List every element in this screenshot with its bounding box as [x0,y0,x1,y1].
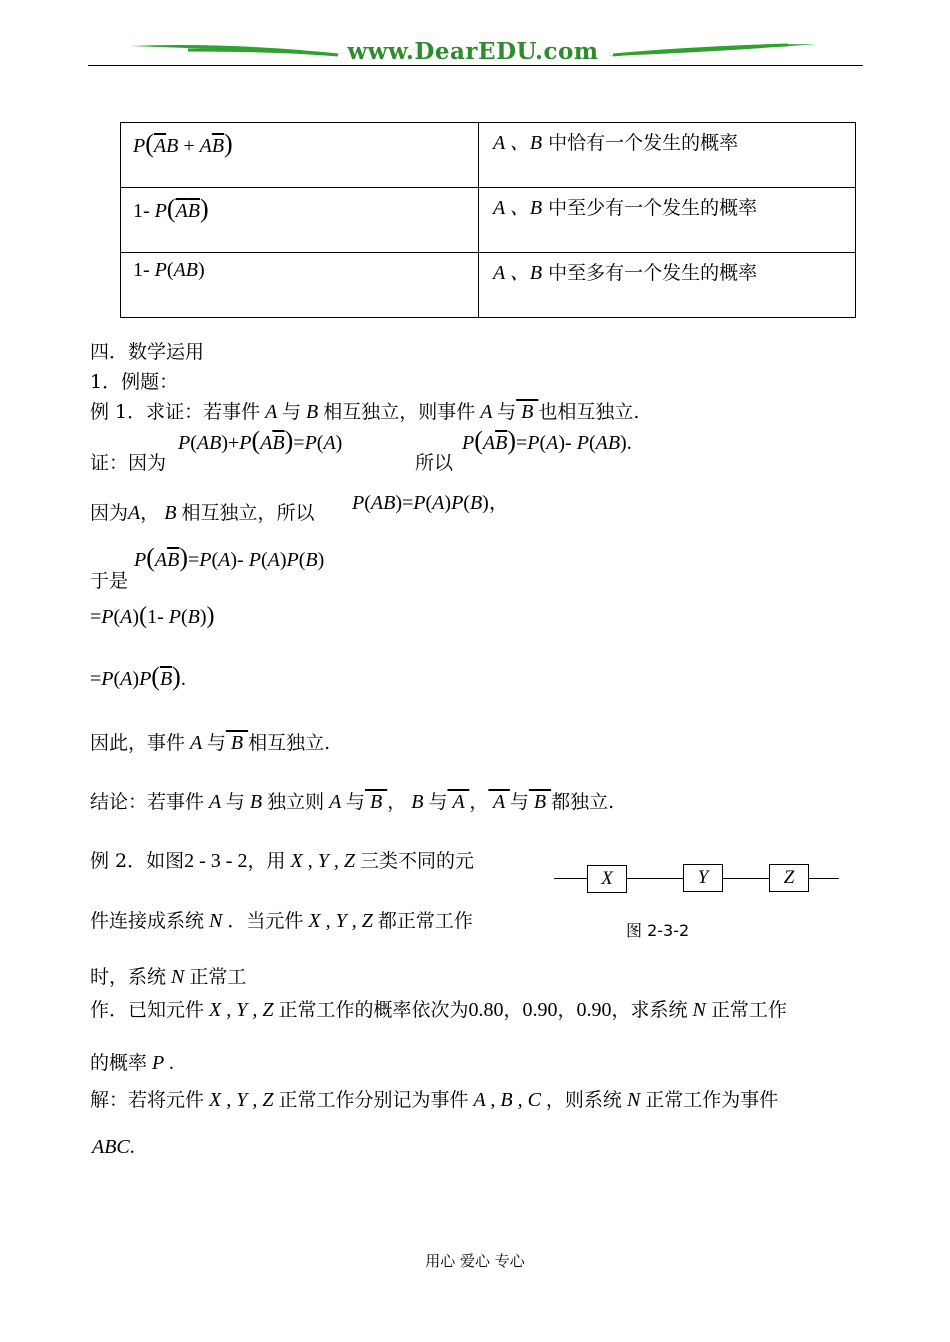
proof-therefore-label: 于是 [90,570,129,592]
proof-line-2: 因为A， B 相互独立，所以 [90,502,315,524]
figure-caption: 图 2-3-2 [626,921,690,940]
section-title: 四．数学运用 [90,341,205,363]
wire [627,878,683,879]
header-rule [88,65,863,66]
header-logo [128,38,818,68]
formula-2: $P(A\overline{B})=P(A)-$ P(AB). [462,426,632,455]
example-2-line-4: 作．已知元件 X , Y , Z 正常工作的概率依次为0.80，0.90，0.90，求系统 N 正常工作 [90,999,787,1021]
proof-because-label: 证：因为 [90,452,167,474]
wire [723,878,769,879]
event-ab: A 、B [493,197,543,219]
proof-so-label: 所以 [415,452,454,474]
component-x-box: X [587,865,627,893]
table-row [121,253,856,318]
desc-text: 中恰有一个发生的概率 [548,132,739,154]
example-2-line-5: 的概率 P . [90,1052,174,1074]
footer-text: 用心 爱心 专心 [425,1252,525,1270]
solution-event: ABC. [92,1136,135,1158]
event-ab: A 、B [493,262,543,284]
solution-line: 解：若将元件 X , Y , Z 正常工作分别记为事件 A , B , C ，则系统 N 正常工作为事件 [90,1089,779,1111]
header-site-name: www.DearEDU.com [347,38,599,65]
desc-text: 中至多有一个发生的概率 [548,262,758,284]
formula-1: $P(AB)+P(A\overline{B})=P(A)$ [178,426,343,455]
example-2-line-3: 时，系统 N 正常工 [90,966,247,988]
component-z-box: Z [769,864,809,892]
formula-3: P(AB)=P(A)P(B)， [352,492,509,514]
table-row [121,123,856,188]
proof-conclusion: 因此，事件 A 与 B 相互独立. [90,732,331,754]
table-cell-expr: 1- P(AB) [121,253,479,318]
wire [554,878,587,879]
table-cell-desc [479,123,856,188]
table-cell-desc [479,253,856,318]
formula-4: $P(A\overline{B})=P(A)-$ P(A)P(B) [134,543,325,572]
example-1-statement: 例 1．求证：若事件 A 与 B 相互独立，则事件 A 与 B 也相互独立. [90,401,640,423]
formula-5: =P(A)(1- P(B)) [90,603,215,629]
component-y-box: Y [683,864,723,892]
wire [809,878,839,879]
table-cell-expr: $P(\overline{A}B + A\overline{B})$ [121,123,479,188]
table-cell-expr: 1- $P(\overline{A}\overline{B})$ [121,188,479,253]
example-2-line-2: 件连接成系统 N ．当元件 X , Y , Z 都正常工作 [90,910,473,932]
table-row [121,188,856,253]
example-2-line-1: 例 2．如图2 - 3 - 2，用 X , Y , Z 三类不同的元 [90,850,474,872]
desc-text: 中至少有一个发生的概率 [548,197,758,219]
formula-6: $=P(A)P(\overline{B})$. [90,662,186,691]
event-ab: A 、B [493,132,543,154]
probability-table [120,122,856,318]
general-conclusion: 结论：若事件 A 与 B 独立则 A 与 B ， B 与 A ， A 与 B 都独立. [90,791,615,813]
table-cell-desc [479,188,856,253]
subsection-title: 1．例题： [90,371,179,393]
